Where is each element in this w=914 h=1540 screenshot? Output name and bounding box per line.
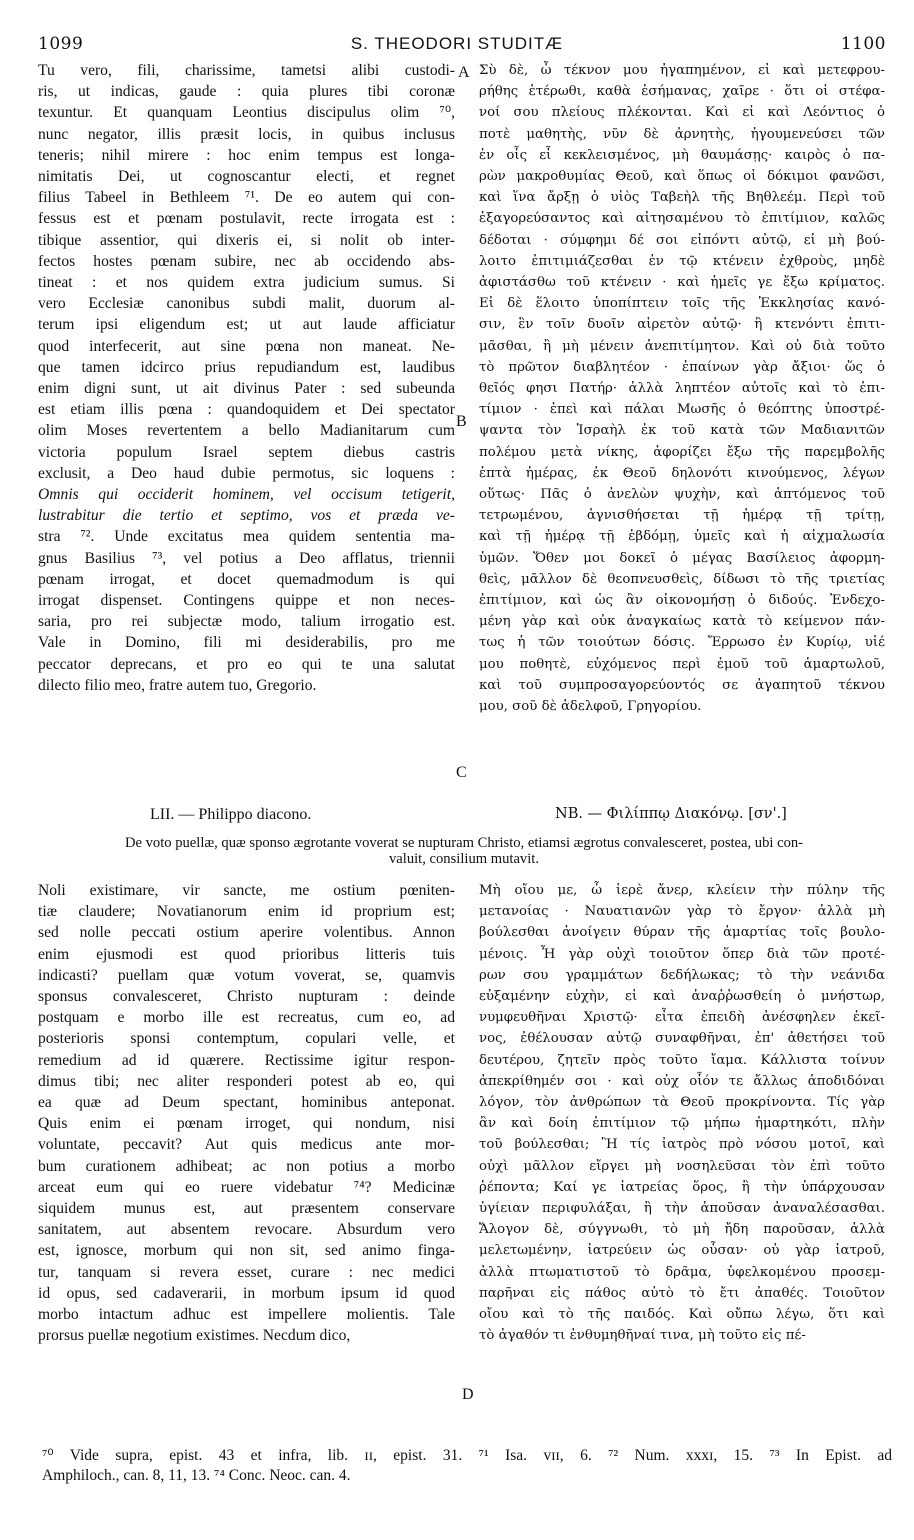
letter-title-greek: ΝΒ. — Φιλίππῳ Διακόνῳ. [σν'.] (555, 806, 787, 822)
margin-letter-a: A (458, 64, 470, 81)
text-line: tineat : et nos quidem extra judicium sumus. Si (38, 274, 455, 292)
text-line: voluntate, peccavit? Aut quis medicus ante mor- (38, 1136, 455, 1154)
text-line: nimitatis Dei, ut cognoscantur electi, et regnet (38, 168, 455, 186)
latin-column-lower (38, 880, 455, 1346)
text-line: Omnis qui occiderit hominem, vel occisum tetigerit, (38, 486, 455, 504)
text-line: Quis enim ei pœnam irroget, qui nondum, nisi (38, 1115, 455, 1133)
text-line: bum curationem adhibeat; ac non potius a morbo (38, 1157, 455, 1175)
text-line: arceat eum qui eo ruere videbatur ⁷⁴? Medicinæ (38, 1178, 455, 1196)
text-line: τὸ πρῶτον διαβλητέον · ἐπαίνων γὰρ ἄξιοι· ὥς ὁ (479, 359, 885, 375)
text-line: ἑπτὰ ἡμέρας, ἐκ Θεοῦ δηλονότι κινούμενος, λέγων (479, 465, 885, 481)
text-line: ἀλλὰ πτωματιστοῦ τὸ δρᾶμα, ὑφελκομένου προσεμ- (479, 1264, 885, 1280)
text-line: pœnam irrogat, et docet quemadmodum is qui (38, 570, 455, 588)
text-line: ἐπιτίμιον, καὶ ὡς ἂν οἰκονομήσῃ ὁ διδούς. Ἐνδεχο- (479, 593, 885, 609)
text-line: μελετωμένην, ἰατρεύειν ὡς οὖσαν· οὐ γὰρ ἰατροῦ, (479, 1243, 885, 1259)
text-line: id opus, sed cadaverarii, in morbum ipsum id quod (38, 1284, 455, 1302)
text-line: τετρωμένου, ἁγνισθήσεται τῇ ἡμέρᾳ τῇ τρίτῃ, (479, 508, 885, 524)
page-number-right: 1100 (840, 34, 886, 54)
letter-title-latin: LII. — Philippo diacono. (150, 806, 312, 823)
text-line: οἴου καὶ τὸ τῆς παιδός. Καὶ οὔπω λέγω, ὅτι καὶ (479, 1307, 885, 1323)
text-line: ψαντα τὸν Ἰσραὴλ ἐκ τοῦ κατὰ τῶν Μαδιανιτῶν (479, 423, 885, 439)
text-line: tur, tanquam si revera esset, curare : nec medici (38, 1263, 455, 1281)
text-line: ρὼν μακροθυμίας Θεοῦ, καὶ ὅπως οἱ δόκιμοι φανῶσι, (479, 169, 885, 185)
text-line: καὶ τοῦ συμπροσαγορεύοντός σε ἀγαπητοῦ τέκνου (479, 677, 885, 693)
text-line: filius Tabeel in Bethleem ⁷¹. De eo autem qui con- (38, 189, 455, 207)
text-line: σιν, ἓν τοῖν δυοῖν αἱρετὸν αὐτῷ· ἢ κτενόντι ἐπιτι- (479, 317, 885, 333)
text-line: victoria populum Israel septem diebus castris (38, 443, 455, 461)
text-line: sed nolle peccati ostium aperire volentibus. Annon (38, 924, 455, 942)
text-line: morbo intactum adhuc est impellere molientis. Tale (38, 1306, 455, 1324)
text-line: μου ποθητὲ, εὐχόμενος περὶ ἐμοῦ τοῦ ἁμαρτωλοῦ, (479, 656, 885, 672)
text-line: οὐχὶ μᾶλλον εἴργει μὴ νοσηλεῦσαι τὸν ἐπὶ τοῦτο (479, 1158, 885, 1174)
text-line: θεῖός φησι Πατήρ· ἀλλὰ ληπτέον αὐτοῖς καὶ τὸ ἐπι- (479, 381, 885, 397)
text-line: δέδοται · σύμφημι δέ σοι εἰπόντι αὐτῷ, εἰ μὴ βού- (479, 232, 885, 248)
text-line: Ἄλογον δὲ, σύγγνωθι, τὸ μὴ ἤδη παροῦσαν, ἀλλὰ (479, 1222, 885, 1238)
text-line: indicasti? puellam quæ votum voverat, se, quamvis (38, 966, 455, 984)
latin-column-upper (38, 60, 455, 696)
text-line: teneris; nihil mirere : hoc enim tempus est longa- (38, 146, 455, 164)
text-line: παρῆναι εἰς πάθος αὐτὸ τὸ ἔτι ἀπαθές. Τοιοῦτον (479, 1285, 885, 1301)
text-line: enim ejusmodi est quod prioribus litteris tuis (38, 945, 455, 963)
text-line: τὸ ἀγαθόν τι ἐνθυμηθῆναί τινα, μὴ τοῦτο εἰς πέ- (479, 1328, 806, 1344)
text-line: exclusit, a Deo haud dubie permotus, sic loquens : (38, 464, 455, 482)
page-number-left: 1099 (38, 34, 84, 54)
text-line: ἐν οἷς εἶ κεκλεισμένος, μὴ θαυμάσῃς· καιρὸς ὁ πα- (479, 147, 885, 163)
summary-line: valuit, consilium mutavit. (389, 850, 539, 867)
text-line: enim digni sunt, ut ait divinus Pater : sed subeunda (38, 380, 455, 398)
text-line: μένοις. Ἦ γὰρ οὐχὶ τοιοῦτον ὅπερ διὰ τῶν προτέ- (479, 946, 885, 962)
text-line: οὕτως· Πᾶς ὁ ἀνελὼν ψυχὴν, καὶ ἁπτόμενος τοῦ (479, 487, 885, 503)
text-line: stra ⁷². Unde excitatus mea quidem sententia ma- (38, 528, 455, 546)
text-line: est, ignosce, morbum qui non sit, sed animo finga- (38, 1242, 455, 1260)
text-line: lustrabitur die tertio et septimo, vos et præda ve- (38, 507, 455, 525)
text-line: τοῦ βούλεσθαι; Ἢ τίς ἰατρὸς πρὸ νόσου μοτοῖ, καὶ (479, 1137, 885, 1153)
text-line: Noli existimare, vir sancte, me ostium pœniten- (38, 882, 455, 899)
text-line: dilecto filio meo, fratre autem tuo, Gregorio. (38, 676, 317, 694)
footnotes (42, 1446, 892, 1486)
text-line: ρων σου γραμμάτων δεδήλωκας; τὸ τὴν νεάνιδα (479, 967, 885, 983)
text-line: μου, σοῦ δὲ ἀδελφοῦ, Γρηγορίου. (479, 699, 702, 715)
text-line: μᾶσθαι, ἢ μὴ μένειν ἀνεπιτίμητον. Καὶ οὐ διὰ τοῦτο (479, 338, 885, 354)
greek-column-lower (479, 880, 885, 1346)
text-line: ποτὲ μαθητὴς, νῦν δὲ ἀρνητὴς, ἡγουμενεύσει τῶν (479, 126, 885, 142)
text-line: ἐξαγορεύσαντος καὶ αἰτησαμένου τὸ ἐπιτίμιον, καλῶς (479, 211, 885, 227)
text-line: irrogat dispenset. Contingens quippe et non neces- (38, 592, 455, 610)
text-line: que tamen idcirco prius repudiandum est, laudibus (38, 358, 455, 376)
text-line: βούλεσθαι ἀνοίγειν θύραν τῆς ἁμαρτίας τοῖς βουλο- (479, 925, 885, 941)
text-line: μετανοίας · Ναυατιανῶν γὰρ τὸ ἔργον· ἀλλὰ μὴ (479, 904, 885, 920)
text-line: λοιτο ἐπιτιμιάζεσθαι ἐν τῷ κτένειν ἐχθροὺς, μηδὲ (479, 253, 885, 269)
text-line: Εἰ δὲ ἕλοιτο ὑποπίπτειν τοῖς τῆς Ἐκκλησίας κανό- (479, 296, 885, 312)
text-line: καὶ ἵνα ἄρξῃ ὁ υἱὸς Ταβεὴλ τῆς Βηθλεέμ. Περὶ τοῦ (479, 190, 885, 206)
margin-letter-d: D (462, 1386, 474, 1403)
text-line: πολέμου μετὰ νίκης, ἀφορίζει ἔξω τῆς παρεμβολῆς (479, 444, 885, 460)
text-line: ris, ut indicas, gaude : quia plures tibi coronæ (38, 83, 455, 101)
greek-column-upper (479, 60, 885, 717)
text-line: ῥέποντα; Καί γε ἰατρείας ὅρος, ἢ τὴν ὑπάρχουσαν (479, 1179, 885, 1195)
text-line: τως ἡ τῶν τοιούτων δόσις. Ἔρρωσο ἐν Κυρίῳ, υἱέ (479, 635, 885, 651)
text-line: postquam e morbo ille est recreatus, cum eo, ad (38, 1009, 455, 1027)
letter-summary (42, 836, 886, 867)
text-line: posterioris sponsi contemptum, copulari velle, et (38, 1030, 455, 1048)
text-line: νοί σου πλείους πλέκονται. Καὶ εἰ καὶ Λεόντιος ὁ (479, 105, 885, 121)
text-line: Vale in Domino, fili mi desiderabilis, pro me (38, 634, 455, 652)
text-line: ὑμῶν. Ὅθεν μοι δοκεῖ ὁ μέγας Βασίλειος ἀφορμη- (479, 550, 885, 566)
text-line: μένη γὰρ καὶ οὐκ ἀναγκαίως κατὰ τὸ κείμενον πάν- (479, 614, 885, 630)
margin-letter-b: B (456, 413, 467, 430)
text-line: Tu vero, fili, charissime, tametsi alibi custodi- (38, 62, 455, 79)
text-line: dimus tibi; nec aliter responderi potest ab eo, qui (38, 1072, 455, 1090)
text-line: ea quæ ad Deum spectant, hominibus anteponat. (38, 1094, 455, 1112)
text-line: τίμιον · ἐπεὶ καὶ πάλαι Μωσῆς ὁ θεόπτης ὑποστρέ- (479, 402, 885, 418)
text-line: tibique assentior, qui dixeris ei, si nolit ob inter- (38, 231, 455, 249)
text-line: θεὶς, μᾶλλον δὲ θεοπνευσθεὶς, δίδωσι τὸ τῆς τριετίας (479, 571, 885, 587)
text-line: δευτέρου, ζητεῖν πρὸς τοῦτο ἴαμα. Κάλλιστα τοίνυν (479, 1052, 885, 1068)
text-line: ἀπεκρίθημέν σοι · καὶ οὐχ οἷόν τε ἄλλως ἀποδιδόναι (479, 1073, 885, 1089)
margin-letter-c: C (456, 764, 467, 781)
text-line: ἂν καὶ δοίη ἐπιτίμιον τῷ μήπω ἡμαρτηκότι, πλὴν (479, 1116, 885, 1132)
text-line: εὐξαμένην εὐχὴν, εἰ καὶ ἀναῤῥωσθείη ὁ μνήστωρ, (479, 989, 885, 1005)
text-line: ἀφιστάσθω τοῦ κτένειν · καὶ ἡμεῖς γε ἔξω κρίματος. (479, 275, 885, 291)
text-line: vero Ecclesiæ canonibus subdi malit, duorum al- (38, 295, 455, 313)
text-line: Μὴ οἴου με, ὦ ἱερὲ ἄνερ, κλείειν τὴν πύλην τῆς (479, 883, 885, 898)
text-line: ὑγίειαν περιφυλάξαι, ἢ τὴν ἀποῦσαν ἀναναλέσασθαι. (479, 1201, 885, 1217)
text-line: νος, ἐθέλουσαν αὐτῷ συναφθῆναι, ἐπ' ἀθετήσει τοῦ (479, 1031, 885, 1047)
text-line: prorsus puellæ negotium existimes. Necdum dico, (38, 1327, 351, 1345)
text-line: tiæ claudere; Novatianorum enim id proprium est; (38, 903, 455, 921)
text-line: terum ipsi eligendum est; ut aut laude afficiatur (38, 316, 455, 334)
text-line: siquidem munus est, aut præsentem conservare (38, 1200, 455, 1218)
text-line: saria, pro rei subjectæ modo, talium irrogatio est. (38, 613, 455, 631)
text-line: fectos hostes pœnam subire, nec ab occidendo abs- (38, 252, 455, 270)
text-line: est etiam illis pœna : quandoquidem et Dei spectator (38, 401, 455, 419)
text-line: sponsus convalesceret, Christo nupturam : deinde (38, 988, 455, 1006)
text-line: sanitatem, aut absentem revocare. Absurdum vero (38, 1221, 455, 1239)
text-line: olim Moses revertentem a bello Madianitarum cum (38, 422, 455, 440)
text-line: gnus Basilius ⁷³, vel potius a Deo afflatus, triennii (38, 549, 455, 567)
text-line: νυμφευθῆναι Χριστῷ· εἶτα ἐπειδὴ ἀνέσφηλεν ἐκεῖ- (479, 1010, 885, 1026)
text-line: καὶ τῇ ἡμέρᾳ τῇ ἑβδόμῃ, ὑμεῖς καὶ ἡ αἰχμαλωσία (479, 529, 885, 545)
text-line: remedium ad id quærere. Rectissime igitur respon- (38, 1051, 455, 1069)
text-line: quod interfecerit, aut sine pœna non maneat. Ne- (38, 337, 455, 355)
text-line: peccator deprecans, et pro eo qui te una salutat (38, 655, 455, 673)
running-title: S. THEODORI STUDITÆ (350, 34, 564, 53)
footnote-line: ⁷⁰ Vide supra, epist. 43 et infra, lib. ɪɪ, epist. 31. ⁷¹ Isa. ᴠɪɪ, 6. ⁷² Num. xxxɪ, 15. ⁷³ In Epist. ad (42, 1447, 892, 1464)
text-line: ρήθης ἑτέρωθι, καθὰ ἐσήμανας, χαῖρε · ὅτι οἱ στέφα- (479, 84, 885, 100)
text-line: nunc negator, illis præsit locis, in quibus inclusus (38, 125, 455, 143)
text-line: λόγον, τὸν ἀνθρώπων τὰ Θεοῦ προκρίνοντα. Τίς γὰρ (479, 1095, 885, 1111)
text-line: fessus est et pœnam postulavit, recte irrogata est : (38, 210, 455, 228)
text-line: Σὺ δὲ, ὦ τέκνον μου ἠγαπημένον, εἰ καὶ μετεφρου- (479, 63, 885, 78)
footnote-line: Amphiloch., can. 8, 11, 13. ⁷⁴ Conc. Neoc. can. 4. (42, 1467, 351, 1484)
text-line: texuntur. Et quanquam Leontius discipulus olim ⁷⁰, (38, 104, 455, 122)
summary-line: De voto puellæ, quæ sponso ægrotante voverat se nupturam Christo, etiamsi ægrotus convalesceret, postea, ubi con- (124, 835, 804, 851)
